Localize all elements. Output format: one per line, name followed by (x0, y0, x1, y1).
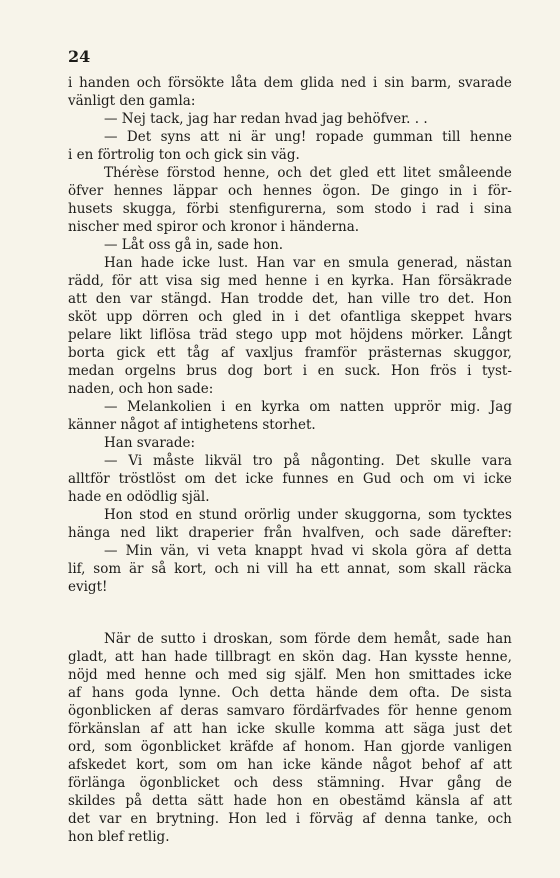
text-line: När de sutto i droskan, som förde dem hemåt, sade han (104, 631, 512, 647)
text-line: i en förtrolig ton och gick sin väg. (68, 147, 300, 163)
paragraph-block-2 (68, 630, 512, 846)
text-line: — Melankolien i en kyrka om natten upprör mig. Jag (104, 399, 512, 415)
text-line: skildes på detta sätt hade hon en obestämd känsla af att (68, 793, 512, 809)
text-line: att den var stängd. Han trodde det, han ville tro det. Hon (68, 291, 512, 307)
text-line: afskedet kort, som om han icke kände något behof af att (68, 757, 512, 773)
text-line: lif, som är så kort, och ni vill ha ett annat, som skall räcka (68, 561, 512, 577)
page-number: 24 (68, 47, 91, 66)
text-line: öfver hennes läppar och hennes ögon. De gingo in i för- (68, 183, 512, 199)
text-line: — Låt oss gå in, sade hon. (104, 237, 284, 253)
text-line: — Min vän, vi veta knappt hvad vi skola göra af detta (104, 543, 512, 559)
text-line: Han svarade: (104, 435, 196, 451)
text-line: naden, och hon sade: (68, 381, 214, 397)
text-line: i handen och försökte låta dem glida ned i sin barm, svarade (68, 75, 512, 91)
text-line: pelare likt liflösa träd stego upp mot höjdens mörker. Långt (68, 327, 512, 343)
text-line: borta gick ett tåg af vaxljus framför prästernas skuggor, (68, 345, 512, 361)
text-line: det var en brytning. Hon led i förväg af denna tanke, och (68, 811, 512, 827)
text-line: — Vi måste likväl tro på någonting. Det skulle vara (104, 453, 512, 469)
paragraph-block-1 (68, 74, 512, 596)
text-line: Thérèse förstod henne, och det gled ett litet småleende (104, 165, 512, 181)
text-line: — Nej tack, jag har redan hvad jag behöfver. . . (104, 111, 428, 127)
text-line: hon blef retlig. (68, 829, 170, 845)
text-line: af hans goda lynne. Och detta hände dem ofta. De sista (68, 685, 512, 701)
text-line: förkänslan af att han icke skulle komma att säga just det (68, 721, 512, 737)
text-line: ögonblicken af deras samvaro fördärfvades för henne genom (68, 703, 512, 719)
text-line: nöjd med henne och med sig själf. Men hon smittades icke (68, 667, 512, 683)
text-line: gladt, att han hade tillbragt en skön dag. Han kysste henne, (68, 649, 512, 665)
text-line: hade en odödlig själ. (68, 489, 210, 505)
text-line: rädd, för att visa sig med henne i en kyrka. Han försäkrade (68, 273, 512, 289)
text-line: medan orgelns brus dog bort i en suck. Hon frös i tyst- (68, 363, 512, 379)
text-line: Han hade icke lust. Han var en smula generad, nästan (104, 255, 512, 271)
text-line: alltför tröstlöst om det icke funnes en Gud och om vi icke (68, 471, 512, 487)
text-line: — Det syns att ni är ung! ropade gumman till henne (104, 129, 512, 145)
text-line: förlänga ögonblicket och dess stämning. Hvar gång de (68, 775, 512, 791)
text-line: nischer med spiror och kronor i händerna. (68, 219, 360, 235)
text-line: känner något af intighetens storhet. (68, 417, 316, 433)
text-line: evigt! (68, 579, 108, 595)
text-line: ord, som ögonblicket kräfde af honom. Han gjorde vanligen (68, 739, 512, 755)
text-line: vänligt den gamla: (68, 93, 196, 109)
body-text (68, 74, 512, 846)
section-break (68, 596, 512, 630)
text-line: Hon stod en stund orörlig under skuggorna, som tycktes (104, 507, 512, 523)
text-line: sköt upp dörren och gled in i det ofantliga skeppet hvars (68, 309, 512, 325)
text-line: husets skugga, förbi stenfigurerna, som stodo i rad i sina (68, 201, 512, 217)
text-line: hänga ned likt draperier från hvalfven, och sade därefter: (68, 525, 512, 541)
